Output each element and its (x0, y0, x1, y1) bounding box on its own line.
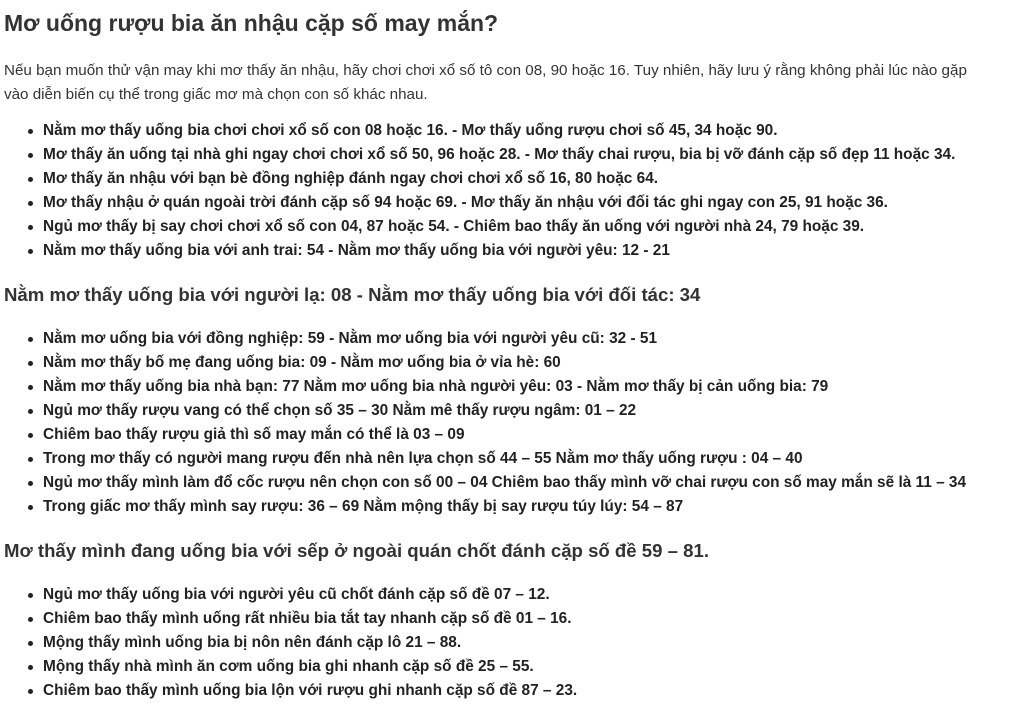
list-item: Trong mơ thấy có người mang rượu đến nhà nên lựa chọn số 44 – 55 Nằm mơ thấy uống rượu : 04 – 40 (4, 447, 1013, 471)
list-item: Mộng thấy mình uống bia bị nôn nên đánh cặp lô 21 – 88. (4, 631, 1013, 655)
intro-line: Nếu bạn muốn thử vận may khi mơ thấy ăn nhậu, hãy chơi chơi xổ số tô con 08, 90 hoặc 16. Tuy nhiên, hãy lưu ý rằng không phải lúc nào gặp (4, 62, 967, 79)
list-item: Mộng thấy nhà mình ăn cơm uống bia ghi nhanh cặp số đề 25 – 55. (4, 655, 1013, 679)
list-item: Mơ thấy ăn uống tại nhà ghi ngay chơi chơi xổ số 50, 96 hoặc 28. - Mơ thấy chai rượu, bia bị vỡ đánh cặp số đẹp 11 hoặc 34. (4, 143, 1013, 167)
intro-paragraph (4, 59, 1013, 107)
list-item: Trong giấc mơ thấy mình say rượu: 36 – 69 Nằm mộng thấy bị say rượu túy lúy: 54 – 87 (4, 495, 1013, 519)
list-item: Nằm mơ uống bia với đồng nghiệp: 59 - Nằm mơ uống bia với người yêu cũ: 32 - 51 (4, 327, 1013, 351)
list-item: Ngủ mơ thấy bị say chơi chơi xổ số con 04, 87 hoặc 54. - Chiêm bao thấy ăn uống với người nhà 24, 79 hoặc 39. (4, 215, 1013, 239)
list-item: Chiêm bao thấy mình uống bia lộn với rượu ghi nhanh cặp số đề 87 – 23. (4, 679, 1013, 703)
article-title: Mơ uống rượu bia ăn nhậu cặp số may mắn? (4, 10, 499, 36)
intro-line: vào diễn biến cụ thể trong giấc mơ mà chọn con số khác nhau. (4, 86, 428, 103)
article (4, 0, 1013, 703)
list-item: Ngủ mơ thấy rượu vang có thể chọn số 35 – 30 Nằm mê thấy rượu ngâm: 01 – 22 (4, 399, 1013, 423)
list-item: Nằm mơ thấy bố mẹ đang uống bia: 09 - Nằm mơ uống bia ở vỉa hè: 60 (4, 351, 1013, 375)
list-item: Nằm mơ thấy uống bia nhà bạn: 77 Nằm mơ uống bia nhà người yêu: 03 - Nằm mơ thấy bị cản uống bia: 79 (4, 375, 1013, 399)
section-heading: Nằm mơ thấy uống bia với người lạ: 08 - Nằm mơ thấy uống bia với đối tác: 34 (4, 284, 701, 305)
bullet-list-1 (4, 119, 1013, 263)
bullet-list-2 (4, 327, 1013, 519)
list-item: Mơ thấy nhậu ở quán ngoài trời đánh cặp số 94 hoặc 69. - Mơ thấy ăn nhậu với đối tác ghi ngay con 25, 91 hoặc 36. (4, 191, 1013, 215)
list-item: Ngủ mơ thấy uống bia với người yêu cũ chốt đánh cặp số đề 07 – 12. (4, 583, 1013, 607)
section-heading: Mơ thấy mình đang uống bia với sếp ở ngoài quán chốt đánh cặp số đề 59 – 81. (4, 540, 710, 561)
bullet-list-3 (4, 583, 1013, 703)
list-item: Mơ thấy ăn nhậu với bạn bè đồng nghiệp đánh ngay chơi chơi xổ số 16, 80 hoặc 64. (4, 167, 1013, 191)
list-item: Nằm mơ thấy uống bia với anh trai: 54 - Nằm mơ thấy uống bia với người yêu: 12 - 21 (4, 239, 1013, 263)
list-item: Ngủ mơ thấy mình làm đổ cốc rượu nên chọn con số 00 – 04 Chiêm bao thấy mình vỡ chai rượu con số may mắn sẽ là 11 – 34 (4, 471, 1013, 495)
list-item: Chiêm bao thấy rượu giả thì số may mắn có thể là 03 – 09 (4, 423, 1013, 447)
list-item: Nằm mơ thấy uống bia chơi chơi xổ số con 08 hoặc 16. - Mơ thấy uống rượu chơi số 45, 34 hoặc 90. (4, 119, 1013, 143)
list-item: Chiêm bao thấy mình uống rất nhiều bia tắt tay nhanh cặp số đề 01 – 16. (4, 607, 1013, 631)
